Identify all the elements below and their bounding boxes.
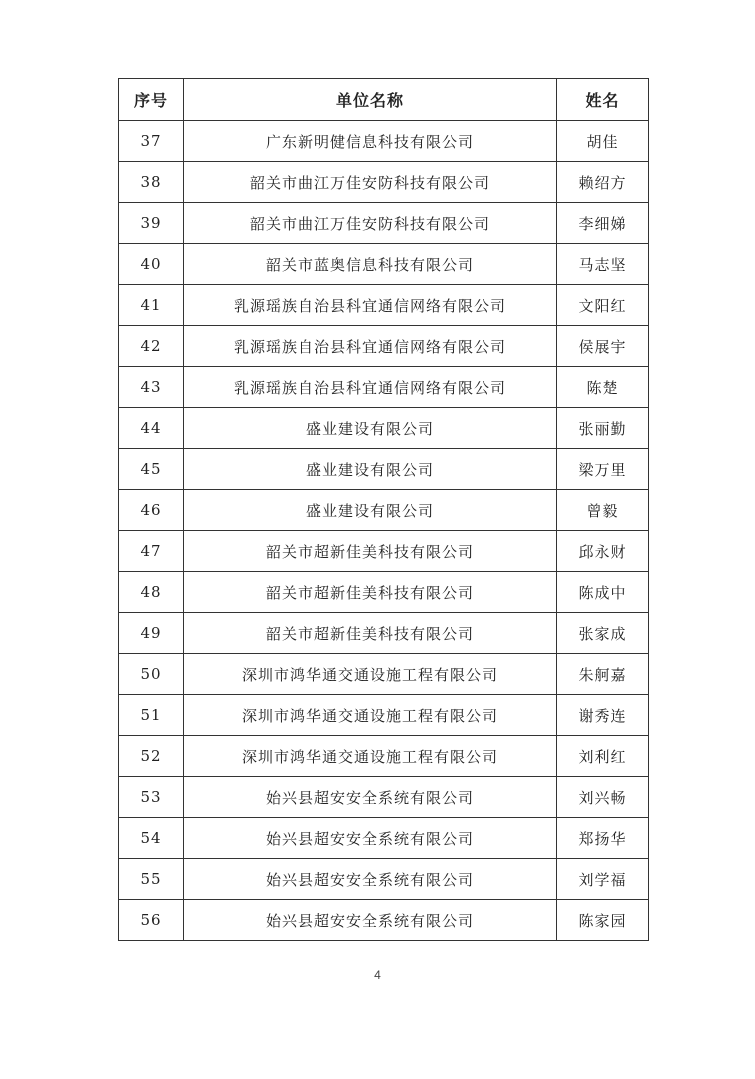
cell-name: 李细娣 <box>557 203 649 244</box>
cell-name: 刘利红 <box>557 736 649 777</box>
cell-seq: 38 <box>119 162 184 203</box>
cell-org: 始兴县超安安全系统有限公司 <box>184 818 557 859</box>
table-row <box>119 203 649 244</box>
cell-org: 韶关市超新佳美科技有限公司 <box>184 531 557 572</box>
cell-name: 刘兴畅 <box>557 777 649 818</box>
page-number: 4 <box>374 968 381 982</box>
table-row <box>119 449 649 490</box>
cell-org: 乳源瑶族自治县科宜通信网络有限公司 <box>184 367 557 408</box>
cell-seq: 42 <box>119 326 184 367</box>
table-row <box>119 900 649 941</box>
cell-org: 始兴县超安安全系统有限公司 <box>184 777 557 818</box>
cell-name: 曾毅 <box>557 490 649 531</box>
table-row <box>119 654 649 695</box>
cell-name: 赖绍方 <box>557 162 649 203</box>
cell-seq: 45 <box>119 449 184 490</box>
cell-org: 韶关市蓝奥信息科技有限公司 <box>184 244 557 285</box>
cell-seq: 44 <box>119 408 184 449</box>
cell-org: 深圳市鸿华通交通设施工程有限公司 <box>184 695 557 736</box>
cell-org: 深圳市鸿华通交通设施工程有限公司 <box>184 654 557 695</box>
cell-seq: 37 <box>119 121 184 162</box>
cell-name: 梁万里 <box>557 449 649 490</box>
cell-seq: 40 <box>119 244 184 285</box>
table-row <box>119 695 649 736</box>
cell-seq: 50 <box>119 654 184 695</box>
cell-name: 胡佳 <box>557 121 649 162</box>
cell-name: 郑扬华 <box>557 818 649 859</box>
cell-seq: 43 <box>119 367 184 408</box>
cell-org: 乳源瑶族自治县科宜通信网络有限公司 <box>184 285 557 326</box>
cell-name: 陈楚 <box>557 367 649 408</box>
table-row <box>119 162 649 203</box>
cell-name: 邱永财 <box>557 531 649 572</box>
cell-seq: 54 <box>119 818 184 859</box>
cell-seq: 41 <box>119 285 184 326</box>
cell-name: 刘学福 <box>557 859 649 900</box>
cell-name: 谢秀连 <box>557 695 649 736</box>
header-seq: 序号 <box>119 79 184 121</box>
table-row <box>119 777 649 818</box>
cell-org: 盛业建设有限公司 <box>184 408 557 449</box>
roster-table <box>118 78 649 941</box>
cell-org: 盛业建设有限公司 <box>184 490 557 531</box>
cell-name: 侯展宇 <box>557 326 649 367</box>
cell-org: 广东新明健信息科技有限公司 <box>184 121 557 162</box>
table-row <box>119 613 649 654</box>
table-row <box>119 244 649 285</box>
cell-org: 韶关市曲江万佳安防科技有限公司 <box>184 203 557 244</box>
cell-org: 深圳市鸿华通交通设施工程有限公司 <box>184 736 557 777</box>
cell-org: 盛业建设有限公司 <box>184 449 557 490</box>
cell-seq: 51 <box>119 695 184 736</box>
table-row <box>119 326 649 367</box>
table-row <box>119 531 649 572</box>
cell-name: 张丽勤 <box>557 408 649 449</box>
table-row <box>119 818 649 859</box>
cell-org: 韶关市超新佳美科技有限公司 <box>184 572 557 613</box>
cell-name: 陈成中 <box>557 572 649 613</box>
cell-seq: 52 <box>119 736 184 777</box>
table-row <box>119 285 649 326</box>
table-row <box>119 859 649 900</box>
table-row <box>119 367 649 408</box>
table-row <box>119 121 649 162</box>
cell-org: 乳源瑶族自治县科宜通信网络有限公司 <box>184 326 557 367</box>
cell-seq: 46 <box>119 490 184 531</box>
cell-name: 马志坚 <box>557 244 649 285</box>
cell-org: 韶关市超新佳美科技有限公司 <box>184 613 557 654</box>
table-row <box>119 572 649 613</box>
cell-seq: 55 <box>119 859 184 900</box>
cell-seq: 48 <box>119 572 184 613</box>
cell-name: 张家成 <box>557 613 649 654</box>
table-row <box>119 490 649 531</box>
cell-seq: 56 <box>119 900 184 941</box>
cell-org: 始兴县超安安全系统有限公司 <box>184 900 557 941</box>
cell-seq: 47 <box>119 531 184 572</box>
table-row <box>119 408 649 449</box>
header-name: 姓名 <box>557 79 649 121</box>
cell-seq: 53 <box>119 777 184 818</box>
cell-seq: 39 <box>119 203 184 244</box>
table-header-row <box>119 79 649 121</box>
cell-org: 始兴县超安安全系统有限公司 <box>184 859 557 900</box>
header-org: 单位名称 <box>184 79 557 121</box>
table-row <box>119 736 649 777</box>
cell-name: 陈家园 <box>557 900 649 941</box>
cell-name: 文阳红 <box>557 285 649 326</box>
cell-name: 朱舸嘉 <box>557 654 649 695</box>
cell-org: 韶关市曲江万佳安防科技有限公司 <box>184 162 557 203</box>
cell-seq: 49 <box>119 613 184 654</box>
